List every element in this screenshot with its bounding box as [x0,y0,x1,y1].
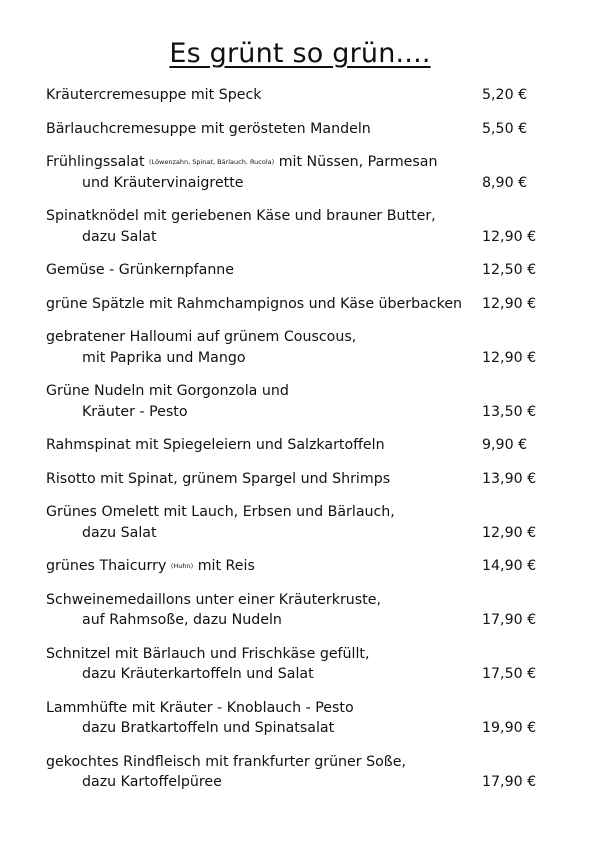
dish-price: 12,90 € [482,228,537,245]
dish-price: 17,90 € [482,612,537,628]
menu-item [46,260,540,281]
dish-price: 17,90 € [482,774,537,790]
dish-name-start: Frühlingssalat [46,154,145,170]
dish-name-start: grünes Thaicurry [46,558,167,574]
dish-name: Gemüse - Grünkernpfanne [46,262,235,278]
dish-price: 17,50 € [482,666,537,682]
dish-name: Kräutercremesuppe mit Speck [46,87,262,103]
dish-name: Schnitzel mit Bärlauch und Frischkäse gefüllt, [46,645,370,662]
dish-description: und Kräutervinaigrette [82,174,244,191]
dish-description: dazu Kartoffelpüree [82,774,222,790]
dish-name: Risotto mit Spinat, grünem Spargel und Shrimps [46,470,391,487]
dish-name: Rahmspinat mit Spiegeleiern und Salzkartoffeln [46,437,385,453]
dish-price: 12,90 € [482,349,537,366]
menu-item [46,590,540,631]
menu-list [46,85,540,793]
menu-item [46,644,540,685]
dish-note: (Löwenzahn, Spinat, Bärlauch, Rucola) [149,158,275,166]
dish-name: grüne Spätzle mit Rahmchampignos und Käse überbacken [46,295,463,312]
dish-name-end: mit Nüssen, Parmesan [278,154,438,170]
dish-name: Lammhüfte mit Kräuter - Knoblauch - Pesto [46,699,354,716]
dish-description: mit Paprika und Mango [82,349,246,366]
menu-item [46,85,540,106]
dish-price: 13,50 € [482,403,537,420]
dish-name [46,152,540,173]
dish-price: 9,90 € [482,437,528,453]
dish-price: 5,20 € [482,87,528,103]
menu-item [46,119,540,140]
dish-description: dazu Kräuterkartoffeln und Salat [82,666,314,682]
dish-name-end: mit Reis [197,558,255,574]
dish-description: Kräuter - Pesto [82,403,188,420]
dish-price: 8,90 € [482,174,528,191]
menu-item [46,206,540,247]
menu-item [46,152,540,193]
dish-name: Spinatknödel mit geriebenen Käse und brauner Butter, [46,208,436,224]
dish-price: 12,90 € [482,524,537,541]
dish-price: 12,50 € [482,262,537,278]
menu-item [46,294,540,315]
menu-item [46,469,540,490]
dish-note: (Huhn) [170,562,194,570]
dish-description: dazu Salat [82,228,157,245]
dish-name: Grünes Omelett mit Lauch, Erbsen und Bärlauch, [46,504,395,520]
dish-description: dazu Bratkartoffeln und Spinatsalat [82,720,335,736]
menu-item [46,327,540,368]
dish-name: Schweinemedaillons unter einer Kräuterkruste, [46,591,381,608]
dish-price: 12,90 € [482,295,537,312]
dish-description: auf Rahmsoße, dazu Nudeln [82,612,282,628]
menu-item [46,435,540,456]
dish-name: gebratener Halloumi auf grünem Couscous, [46,329,357,345]
dish-name: Grüne Nudeln mit Gorgonzola und [46,383,289,399]
dish-name: Bärlauchcremesuppe mit gerösteten Mandeln [46,120,371,137]
dish-price: 13,90 € [482,470,537,487]
menu-item [46,502,540,543]
dish-price: 14,90 € [482,558,537,574]
menu-item [46,698,540,739]
dish-description: dazu Salat [82,524,157,541]
menu-item [46,381,540,422]
dish-name [46,556,540,577]
dish-price: 19,90 € [482,720,537,736]
dish-price: 5,50 € [482,120,528,137]
menu-title: Es grünt so grün.... [169,38,431,69]
menu-item [46,752,540,793]
menu-item [46,556,540,577]
dish-name: gekochtes Rindfleisch mit frankfurter grüner Soße, [46,753,406,770]
